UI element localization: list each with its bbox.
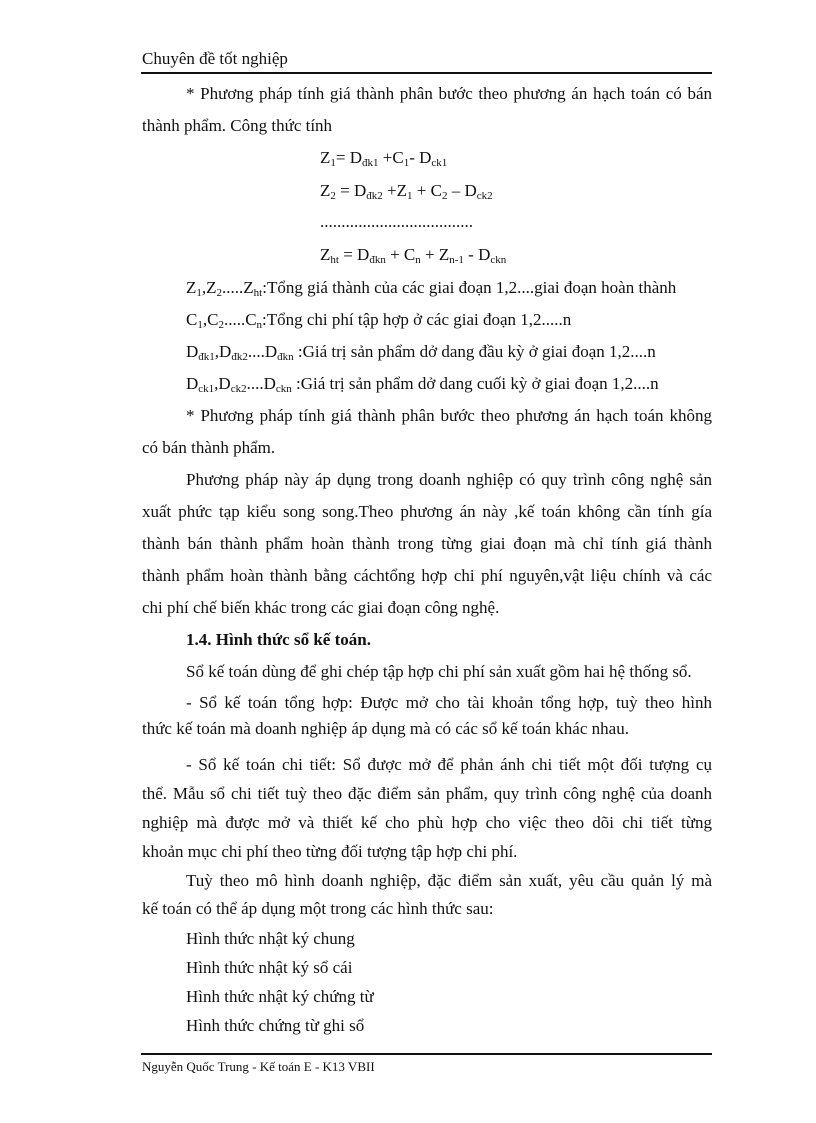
list-item: Hình thức chứng từ ghi sổ xyxy=(186,1016,365,1035)
paragraph-line: thành phẩm. Công thức tính xyxy=(142,116,333,135)
paragraph-line: thành bán thành phẩm hoàn thành trong từng giai đoạn mà chỉ tính giá thành xyxy=(142,534,712,553)
definition-c: $C_1,C_2.....C_n:Tổng$ chi phí tập hợp ở các giai đoạn 1,2.....n xyxy=(186,310,572,331)
paragraph-line: - Sổ kế toán tổng hợp: Được mở cho tài khoản tổng hợp, tuỳ theo hình xyxy=(186,693,712,712)
paragraph-line: thành phẩm hoàn thành bằng cáchtổng hợp chi phí nguyên,vật liệu chính và các xyxy=(142,566,712,585)
footer-divider xyxy=(141,1053,712,1055)
paragraph-line: - Sổ kế toán chi tiết: Sổ được mở để phản ánh chi tiết một đối tượng cụ xyxy=(186,755,712,774)
paragraph-line: chi phí chế biến khác trong các giai đoạn công nghệ. xyxy=(142,598,500,617)
paragraph-line: có bán thành phẩm. xyxy=(142,438,276,457)
paragraph-line: kế toán có thể áp dụng một trong các hình thức sau: xyxy=(142,899,494,918)
paragraph-line: Tuỳ theo mô hình doanh nghiệp, đặc điểm sản xuất, yêu cầu quản lý mà xyxy=(186,871,712,890)
page-header-title: Chuyên đề tốt nghiệp xyxy=(142,49,288,68)
list-item: Hình thức nhật ký chứng từ xyxy=(186,987,374,1006)
paragraph-line: khoản mục chi phí theo từng đối tượng tập hợp chi phí. xyxy=(142,842,518,861)
definition-d-ck: $D_{ck1},D_{ck2}....D_{ckn}$ :Giá trị sản phẩm dở dang cuối kỳ ở giai đoạn 1,2....n xyxy=(186,374,659,395)
definition-d-dk: $D_{đk1},D_{đk2}....D_{đkn}$ :Giá trị sản phẩm dở dang đầu kỳ ở giai đoạn 1,2....n xyxy=(186,342,656,363)
definition-z: $Z_1,Z_2.....Z_{ht}:Tổng$ giá thành của các giai đoạn 1,2....giai đoạn hoàn thành xyxy=(186,278,677,299)
paragraph-line: thể. Mẫu sổ chi tiết tuỳ theo đặc điểm sản phẩm, quy trình công nghệ của doanh xyxy=(142,784,712,803)
paragraph-line: thức kế toán mà doanh nghiệp áp dụng mà có các sổ kế toán khác nhau. xyxy=(142,719,629,738)
formula-ellipsis: .................................... xyxy=(320,212,473,231)
list-item: Hình thức nhật ký sổ cái xyxy=(186,958,353,977)
list-item: Hình thức nhật ký chung xyxy=(186,929,355,948)
paragraph-line: nghiệp mà được mở và thiết kế cho phù hợp cho việc theo dõi chi tiết từng xyxy=(142,813,712,832)
footer-author: Nguyễn Quốc Trung - Kế toán E - K13 VBII xyxy=(142,1059,375,1074)
formula-zht: $Z_{ht} = D_{đkn} + C_n + Z_{n-1} - D_{ckn}$ xyxy=(320,245,507,266)
paragraph-line: Sổ kế toán dùng để ghi chép tập hợp chi phí sản xuất gồm hai hệ thống sổ. xyxy=(186,662,692,681)
section-heading: 1.4. Hình thức sổ kế toán. xyxy=(186,630,371,649)
paragraph-line: * Phương pháp tính giá thành phân bước theo phương án hạch toán có bán xyxy=(186,84,712,103)
paragraph-line: xuất phức tạp kiểu song song.Theo phương án này ,kế toán không cần tính gía xyxy=(142,502,712,521)
formula-z1: $Z_1= D_{đk1} +C_1-$ $D_{ck1}$ xyxy=(320,148,448,169)
header-divider xyxy=(141,72,712,74)
formula-z2: $Z_2 = D_{đk2} +Z_1 + C_2 - D_{ck2}$ xyxy=(320,181,493,202)
paragraph-line: Phương pháp này áp dụng trong doanh nghiệp có quy trình công nghệ sản xyxy=(186,470,712,489)
paragraph-line: * Phương pháp tính giá thành phân bước theo phương án hạch toán không xyxy=(186,406,712,425)
